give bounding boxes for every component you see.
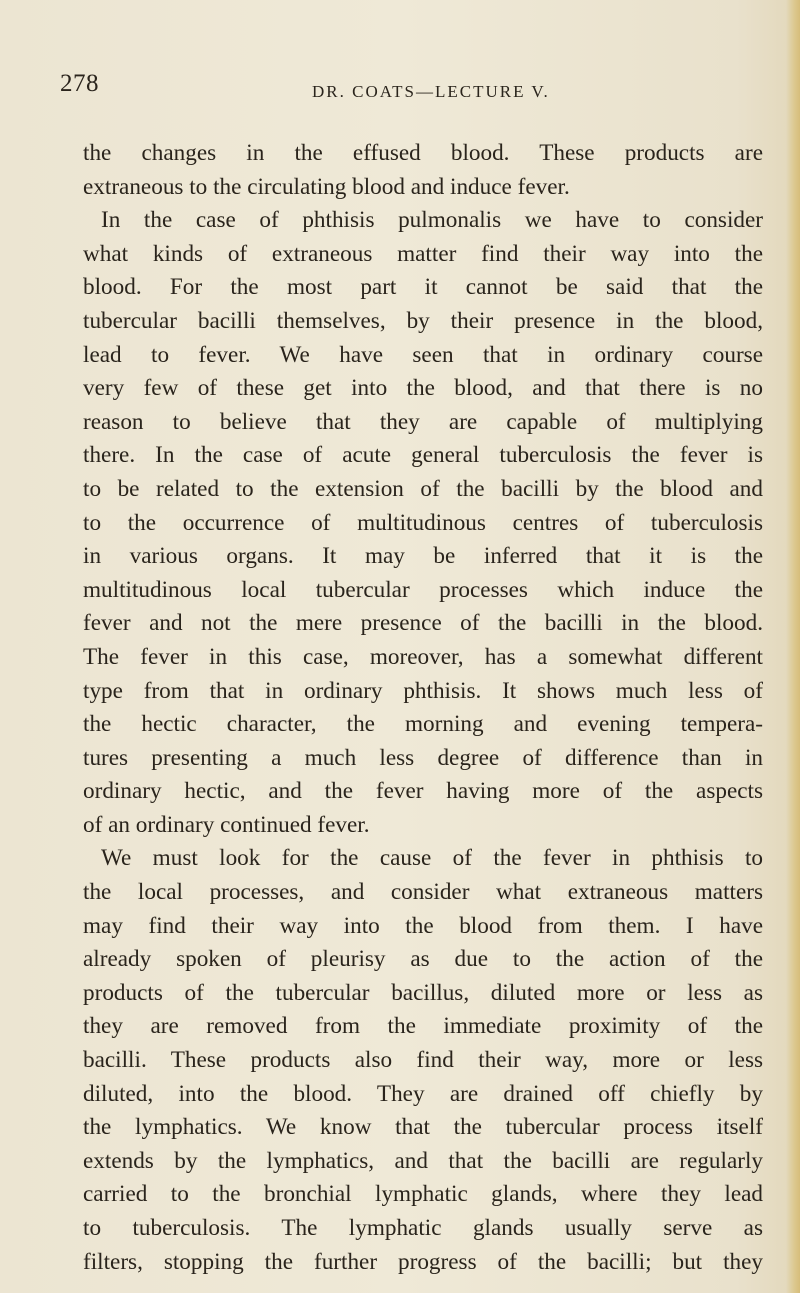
text-line: of an ordinary continued fever. [83,811,370,838]
text-line: diluted, into the blood. They are drained off chiefly by [83,1080,763,1107]
text-line: lead to fever. We have seen that in ordinary course [83,341,763,368]
text-line: The fever in this case, moreover, has a somewhat different [83,643,763,670]
text-line: there. In the case of acute general tuberculosis the fever is [83,442,763,469]
text-line: to be related to the extension of the bacilli by the blood and [83,475,763,502]
text-line: blood. For the most part it cannot be said that the [83,274,763,301]
text-line: they are removed from the immediate proximity of the [83,1013,763,1040]
page-edge [786,0,800,1293]
text-line: the local processes, and consider what extraneous matters [83,879,763,906]
text-line: extends by the lymphatics, and that the bacilli are regularly [83,1147,763,1174]
text-line: in various organs. It may be inferred that it is the [83,543,763,570]
text-line: tubercular bacilli themselves, by their presence in the blood, [83,307,763,334]
text-line: to the occurrence of multitudinous centres of tuberculosis [83,509,763,536]
text-line: fever and not the mere presence of the bacilli in the blood. [83,610,763,637]
text-line: the changes in the effused blood. These products are [83,140,763,166]
text-line: very few of these get into the blood, and that there is no [83,375,763,402]
text-line: carried to the bronchial lymphatic glands, where they lead [83,1181,763,1208]
text-line: bacilli. These products also find their way, more or less [83,1047,763,1074]
page-header [60,70,760,110]
text-line: what kinds of extraneous matter find their way into the [83,240,763,267]
text-line: the hectic character, the morning and evening tempera- [83,711,763,738]
text-line: In the case of phthisis pulmonalis we have to consider [101,207,763,234]
text-line: filters, stopping the further progress of the bacilli; but they [83,1248,763,1275]
running-head: DR. COATS—LECTURE V. [312,82,550,101]
text-line: multitudinous local tubercular processes which induce the [83,576,763,603]
text-line: already spoken of pleurisy as due to the action of the [83,946,763,973]
text-line: ordinary hectic, and the fever having more of the aspects [83,778,763,805]
text-line: products of the tubercular bacillus, diluted more or less as [83,979,763,1006]
text-line: type from that in ordinary phthisis. It shows much less of [83,677,763,704]
text-line: tures presenting a much less degree of difference than in [83,744,763,771]
page-number: 278 [60,70,99,97]
text-line: the lymphatics. We know that the tubercular process itself [83,1114,763,1141]
body-text [83,137,763,1279]
text-line: We must look for the cause of the fever in phthisis to [101,845,763,872]
text-line: reason to believe that they are capable of multiplying [83,408,763,435]
text-line: extraneous to the circulating blood and induce fever. [83,173,570,200]
text-line: may find their way into the blood from them. I have [83,912,763,939]
text-line: to tuberculosis. The lymphatic glands usually serve as [83,1215,763,1241]
